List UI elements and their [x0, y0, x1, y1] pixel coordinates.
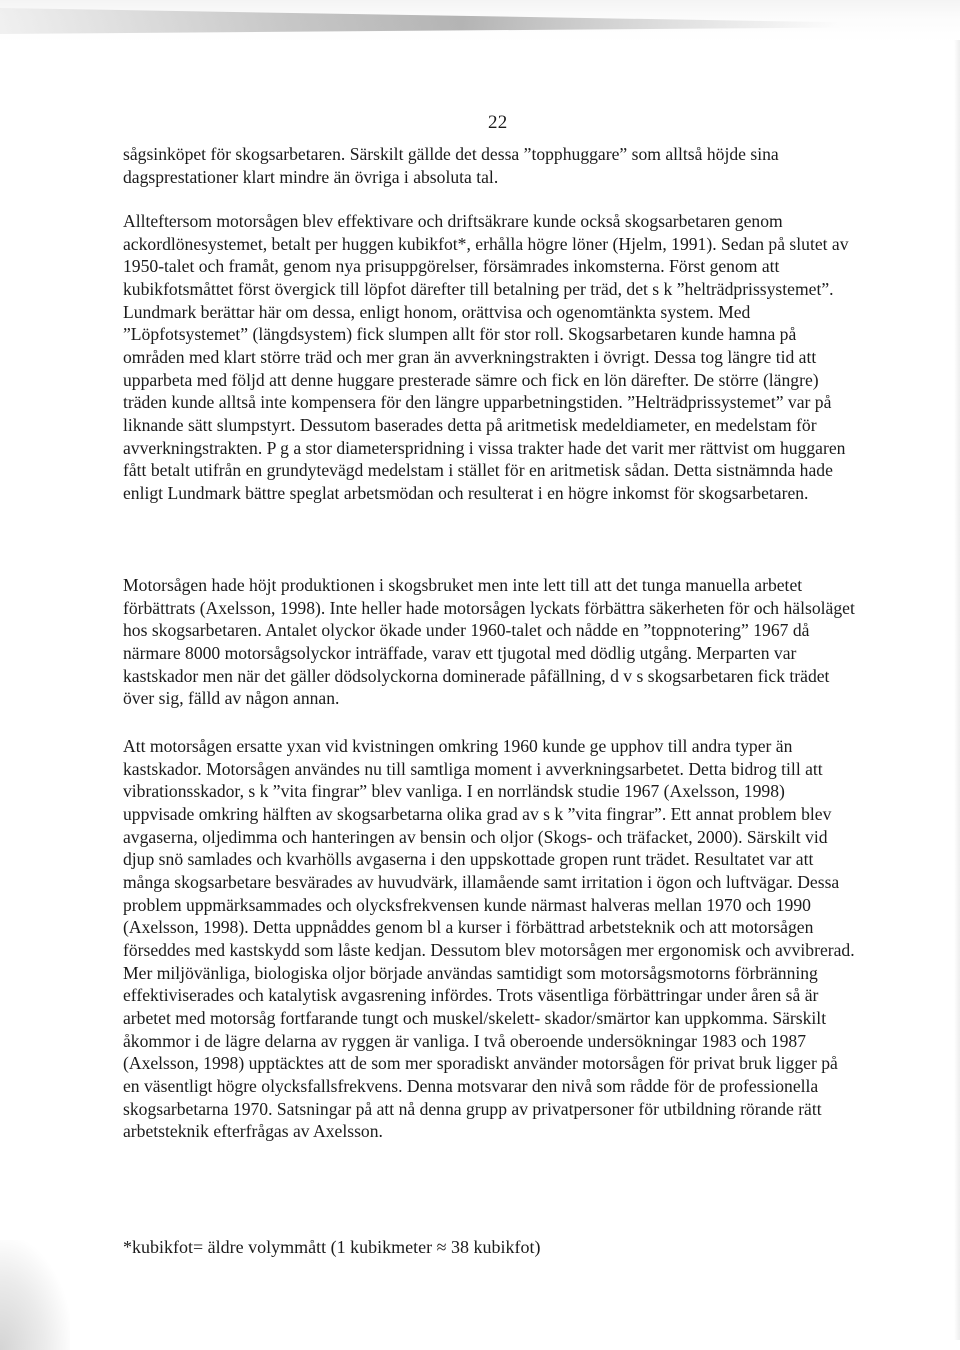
paragraph-1: sågsinköpet för skogsarbetaren. Särskilt gällde det dessa ”topphuggare” som alltså höjde sina dagsprestationer klart mindre än övriga i absoluta tal.: [123, 144, 779, 187]
scan-shadow-top: [0, 0, 960, 42]
paragraph-4: Att motorsågen ersatte yxan vid kvistningen omkring 1960 kunde ge upphov till andra typer än kastskador. Motorsågen användes nu till samtliga moment i avverkningsarbetet. Detta bidrog till att vibrationsskador, s k ”vita fingrar” blev vanliga. I en norrländsk studie 1967 (Axelsson, 1998) uppvisade omkring hälften av skogsarbetarna olika grad av s k ”vita fingrar”. Ett annat problem blev avgaserna, oljedimma och hanteringen av bensin och oljor (Skogs- och träfacket, 2000). Särskilt vid djup snö samlades och kvarhölls avgaserna i den uppskottade gropen runt trädet. Resultatet var att många skogsarbetare besvärades av huvudvärk, illamående samt irritation i ögon och luftvägar. Dessa problem uppmärksammades och olycksfrekvensen kunde närmast halveras mellan 1970 och 1990 (Axelsson, 1998). Detta uppnåddes genom bl a kurser i förbättrad arbetsteknik och att motorsågen förseddes med kastskydd som låste kedjan. Dessutom blev motorsågen mer ergonomisk och avvibrerad. Mer miljövänliga, biologiska oljor började användas samtidigt som motorsågsmotorns förbränning effektiviserades och katalytisk avgasrening infördes. Trots väsentliga förbättringar under åren så är arbetet med motorsåg fortfarande tungt och muskel/skelett- skador/smärtor kan uppkomma. Särskilt åkommor i de lägre delarna av ryggen är vanliga. I två oberoende undersökningar 1983 och 1987 (Axelsson, 1998) upptäcktes att de som mer sporadiskt använder motorsågen för privat bruk ligger på en väsentligt högre olycksfallsfrekvens. Denna motsvarar den nivå som rådde för de professionella skogsarbetarna 1970. Satsningar på att nå denna grupp av privatpersoner för utbildning rörande rätt arbetsteknik efterfrågas av Axelsson.: [123, 736, 855, 1142]
scan-edge-right: [954, 40, 960, 1340]
scan-shadow-bottom-left: [0, 1240, 70, 1350]
page-number: 22: [488, 112, 508, 133]
paragraph-2: Allteftersom motorsågen blev effektivare och driftsäkrare kunde också skogsarbetaren genom ackordlönesystemet, betalt per huggen kubikfot*, erhålla högre löner (Hjelm, 1991). Sedan på slutet av 1950-talet och framåt, genom nya prisuppgörelser, försämrades inkomsterna. Först genom att kubikfotsmåttet först övergick till löpfot därefter till betalning per träd, det s k ”helträdprissystemet”. Lundmark berättar här om dessa, enligt honom, orättvisa och ogenomtänkta system. Med ”Löpfotsystemet” (längdsystem) fick slumpen allt för stor roll. Skogsarbetaren kunde hamna på områden med klart större träd och mer gran än avverkningstrakten i övrigt. Dessa tog längre tid att upparbeta med följd att denne huggare presterade sämre och fick en lön därefter. De större (längre) träden kunde alltså inte kompensera för den längre upparbetningstiden. ”Helträdprissystemet” var på liknande sätt slumpstyrt. Dessutom baserades detta på aritmetisk medeldiameter, en medelstam för avverkningstrakten. P g a stor diameterspridning i vissa trakter hade det varit mer rättvist om huggaren fått betalt utifrån en grundytevägd medelstam i stället för en aritmetisk sådan. Detta sistnämnda hade enligt Lundmark bättre speglat arbetsmödan och resulterat i en högre inkomst för skogsarbetaren.: [123, 211, 849, 503]
paragraph-3: Motorsågen hade höjt produktionen i skogsbruket men inte lett till att det tunga manuella arbetet förbättrats (Axelsson, 1998). Inte heller hade motorsågen lyckats förbättra säkerheten för och hälsoläget hos skogsarbetaren. Antalet olyckor ökade under 1960-talet och nådde en ”toppnotering” 1967 då närmare 8000 motorsågsolyckor inträffade, varav ett tjugotal med dödlig utgång. Merparten var kastskador men när det gäller dödsolyckorna dominerade påfällning, d v s skogsarbetaren fick trädet över sig, fälld av någon annan.: [123, 575, 855, 709]
scan-streak: [0, 8, 840, 34]
footnote: *kubikfot= äldre volymmått (1 kubikmeter ≈ 38 kubikfot): [123, 1237, 541, 1257]
